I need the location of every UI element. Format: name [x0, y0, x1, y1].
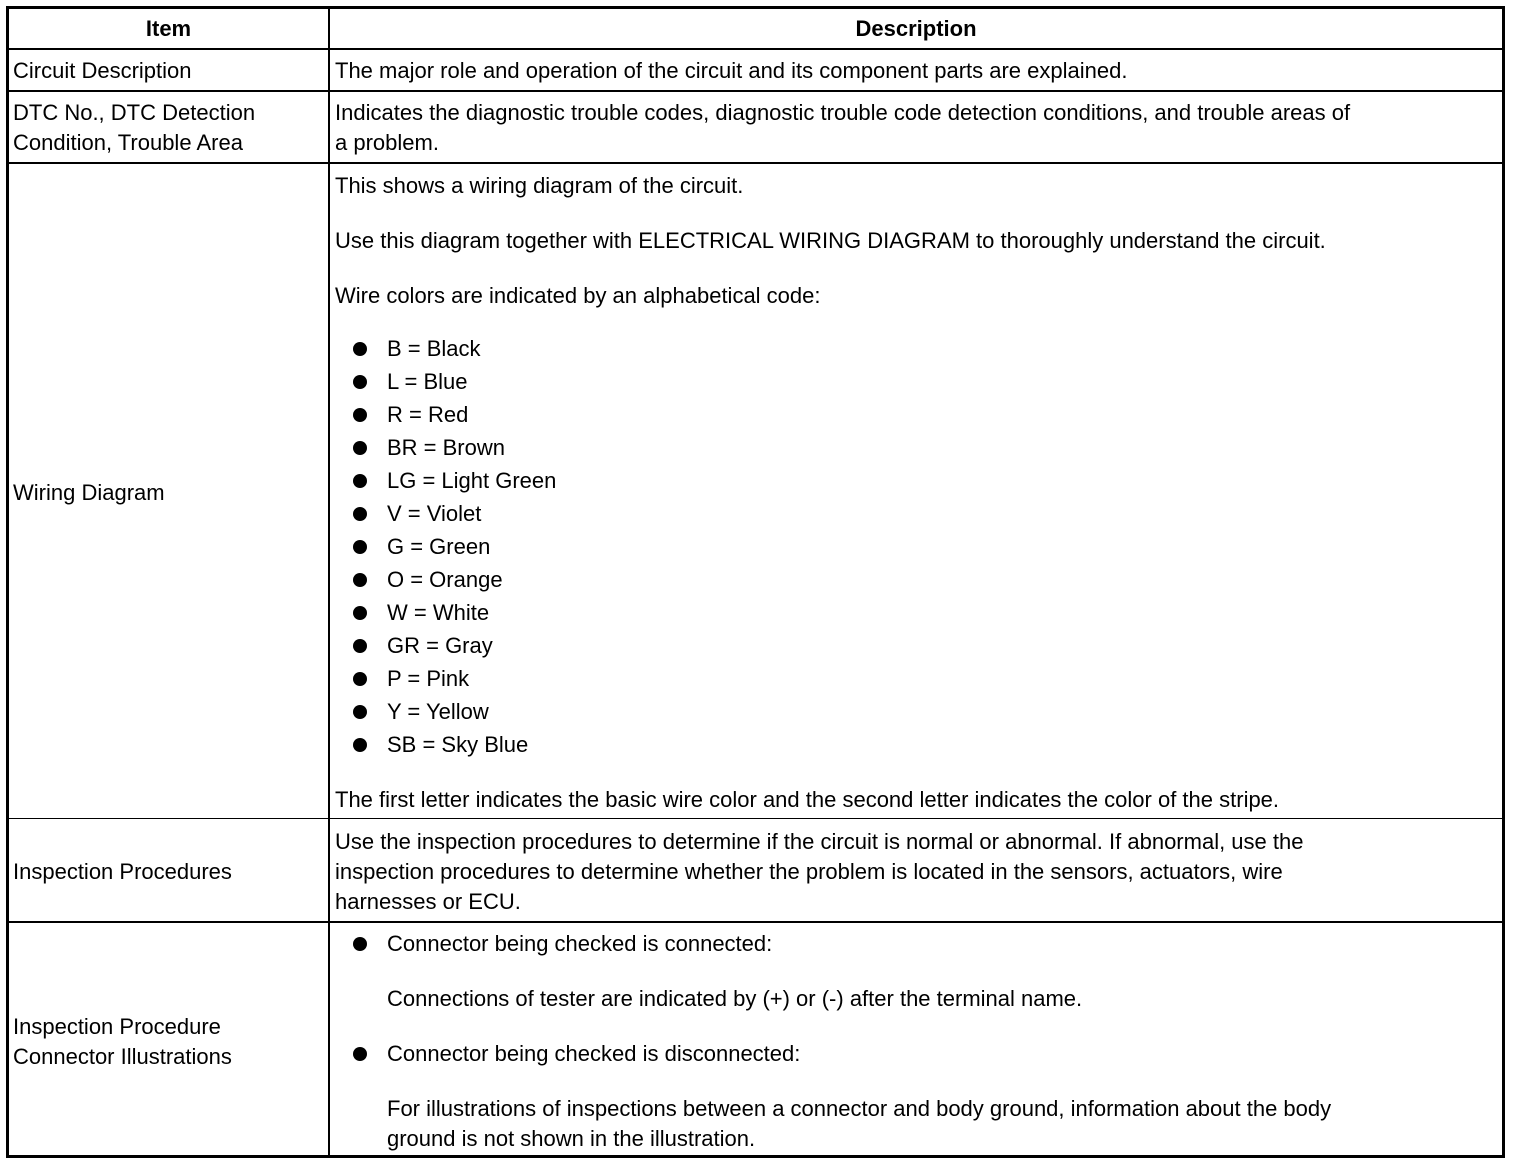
bullet-icon	[353, 342, 367, 356]
row-divider	[9, 48, 1502, 50]
bullet-icon	[353, 408, 367, 422]
wire-color-label: R = Red	[387, 402, 469, 427]
bullet-text: For illustrations of inspections between a connector and body ground, information about the body	[387, 1096, 1332, 1121]
wire-color-label: G = Green	[387, 534, 491, 559]
wire-color-label: B = Black	[387, 336, 481, 361]
wire-color-label: L = Blue	[387, 369, 468, 394]
description-line: Indicates the diagnostic trouble codes, diagnostic trouble code detection conditions, and trouble areas of	[335, 100, 1351, 125]
connector-bullet	[335, 929, 1495, 984]
row-description-connector	[335, 929, 1495, 1154]
bullet-icon	[353, 639, 367, 653]
bullet-icon	[353, 672, 367, 686]
bullet-icon	[353, 705, 367, 719]
wire-color-label: Y = Yellow	[387, 699, 489, 724]
wire-color-item	[335, 367, 1495, 400]
item-line: Connector Illustrations	[13, 1044, 232, 1069]
bullet-icon	[353, 507, 367, 521]
row-description-wiring	[335, 171, 1495, 763]
row-description-inspection	[335, 827, 1495, 917]
info-table	[6, 6, 1505, 1158]
wire-color-label: P = Pink	[387, 666, 470, 691]
wire-color-item	[335, 730, 1495, 763]
row-divider	[9, 162, 1502, 164]
connector-bullet	[335, 1039, 1495, 1094]
wire-color-item	[335, 565, 1495, 598]
row-item-circuit-description: Circuit Description	[13, 58, 192, 83]
bullet-icon	[353, 441, 367, 455]
column-divider	[328, 9, 330, 1155]
wire-color-item	[335, 433, 1495, 466]
header-description: Description	[855, 16, 977, 41]
bullet-text: Connections of tester are indicated by (+) or (-) after the terminal name.	[387, 986, 1083, 1011]
row-item-dtc	[13, 98, 323, 158]
row-item-inspection-procedures: Inspection Procedures	[13, 859, 232, 884]
item-line: Condition, Trouble Area	[13, 130, 243, 155]
bullet-icon	[353, 375, 367, 389]
row-description: The major role and operation of the circuit and its component parts are explained.	[335, 58, 1128, 83]
item-line: Inspection Procedure	[13, 1014, 221, 1039]
wire-color-label: BR = Brown	[387, 435, 505, 460]
wire-color-list	[335, 334, 1495, 763]
row-description-dtc	[335, 98, 1495, 158]
bullet-icon	[353, 606, 367, 620]
paragraph: Use this diagram together with ELECTRICAL WIRING DIAGRAM to thoroughly understand the circuit.	[335, 228, 1326, 253]
bullet-text: ground is not shown in the illustration.	[387, 1126, 756, 1151]
wire-color-item	[335, 499, 1495, 532]
wire-color-item	[335, 697, 1495, 730]
wire-color-label: SB = Sky Blue	[387, 732, 529, 757]
item-line: DTC No., DTC Detection	[13, 100, 256, 125]
bullet-title: Connector being checked is disconnected:	[387, 1041, 801, 1066]
wire-color-item	[335, 598, 1495, 631]
bullet-icon	[353, 573, 367, 587]
wire-color-item	[335, 631, 1495, 664]
wire-color-item	[335, 334, 1495, 367]
row-divider	[9, 90, 1502, 92]
description-line: a problem.	[335, 130, 439, 155]
bullet-icon	[353, 1047, 367, 1061]
description-line: harnesses or ECU.	[335, 889, 521, 914]
wire-color-item	[335, 532, 1495, 565]
wire-color-label: GR = Gray	[387, 633, 493, 658]
description-line: inspection procedures to determine whether the problem is located in the sensors, actuators, wire	[335, 859, 1283, 884]
bullet-title: Connector being checked is connected:	[387, 931, 773, 956]
row-item-connector-illustrations	[13, 1012, 323, 1072]
paragraph: This shows a wiring diagram of the circuit.	[335, 173, 744, 198]
bullet-icon	[353, 540, 367, 554]
wire-color-item	[335, 400, 1495, 433]
header-item: Item	[145, 16, 192, 41]
row-divider	[9, 921, 1502, 923]
bullet-icon	[353, 937, 367, 951]
paragraph: Wire colors are indicated by an alphabetical code:	[335, 283, 821, 308]
wire-color-label: W = White	[387, 600, 490, 625]
description-line: Use the inspection procedures to determine if the circuit is normal or abnormal. If abnormal, use the	[335, 829, 1304, 854]
bullet-icon	[353, 738, 367, 752]
bullet-icon	[353, 474, 367, 488]
wire-color-item	[335, 664, 1495, 697]
wiring-footer: The first letter indicates the basic wire color and the second letter indicates the color of the stripe.	[335, 787, 1280, 812]
wire-color-label: V = Violet	[387, 501, 482, 526]
row-item-wiring-diagram: Wiring Diagram	[13, 480, 165, 505]
wire-color-item	[335, 466, 1495, 499]
row-divider	[9, 818, 1502, 819]
wire-color-label: O = Orange	[387, 567, 503, 592]
wire-color-label: LG = Light Green	[387, 468, 557, 493]
